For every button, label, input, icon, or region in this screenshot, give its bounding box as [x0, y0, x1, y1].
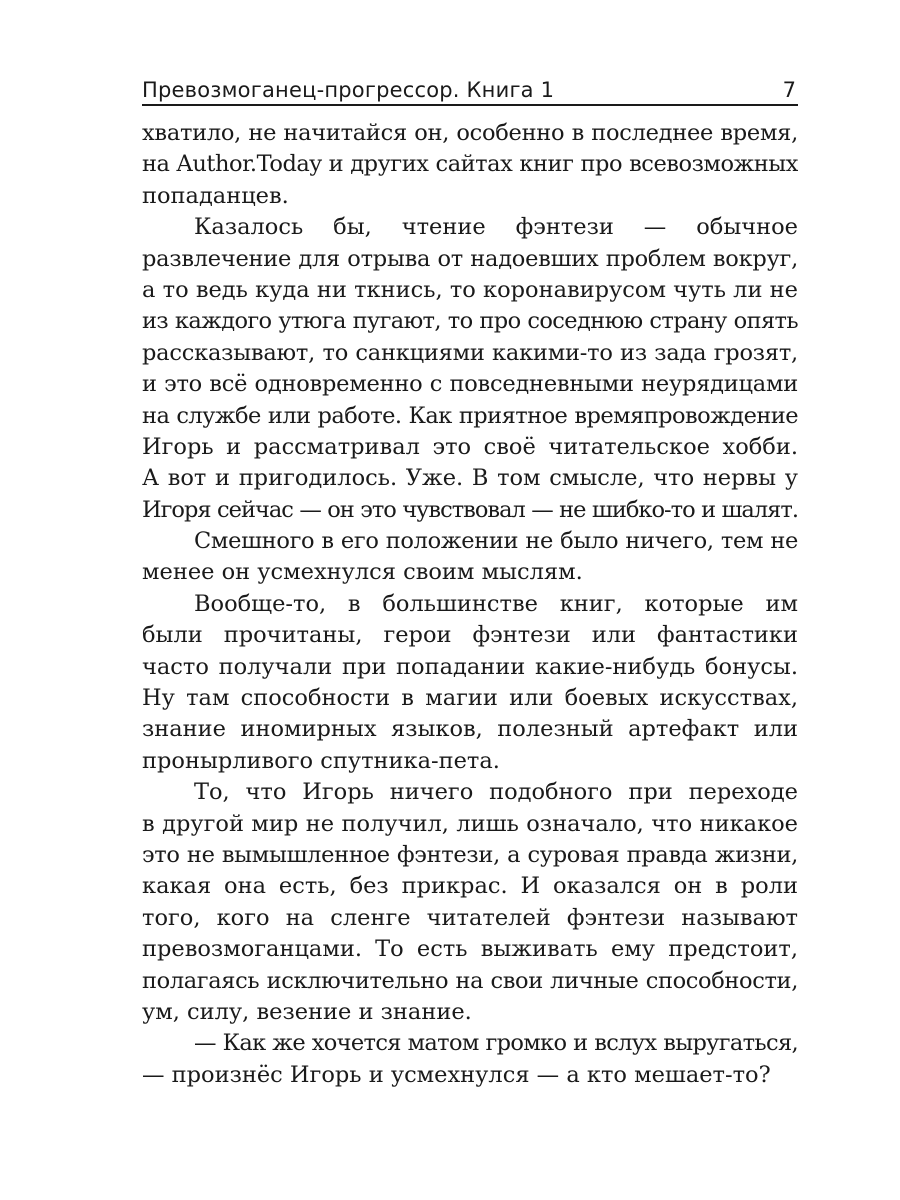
text-line: развлечение для отрыва от надоевших проблем вокруг, — [142, 245, 798, 272]
text-line: рассказывают, то санкциями какими-то из зада грозят, — [142, 339, 798, 366]
text-line: какая она есть, без прикрас. И оказался он в роли — [142, 873, 798, 900]
text-line: А вот и пригодилось. Уже. В том смысле, что нервы у — [142, 465, 798, 492]
text-line: того, кого на сленге читателей фэнтези называют — [142, 904, 798, 931]
text-line: пронырливого спутника-пета. — [142, 747, 500, 774]
text-line: То, что Игорь ничего подобного при переходе — [194, 779, 798, 806]
text-line: часто получали при попадании какие-нибудь бонусы. — [142, 653, 798, 680]
text-line: на службе или работе. Как приятное времяпровождение — [142, 402, 798, 429]
text-line: в другой мир не получил, лишь означало, что никакое — [142, 810, 798, 837]
text-line: на Author.Today и других сайтах книг про всевозможных — [142, 151, 798, 178]
text-line: Смешного в его положении не было ничего, тем не — [194, 528, 798, 555]
text-line: Игорь и рассматривал это своё читательское хобби. — [142, 433, 798, 460]
text-line: знание иномирных языков, полезный артефакт или — [142, 716, 798, 743]
text-line: и это всё одновременно с повседневными неурядицами — [142, 371, 798, 398]
running-header — [142, 72, 798, 106]
text-line: Вообще-то, в большинстве книг, которые им — [194, 590, 798, 617]
text-line: — Как же хочется матом громко и вслух выругаться, — [194, 1030, 798, 1057]
book-title: Превозмоганец-прогрессор. Книга 1 — [142, 78, 555, 102]
body-text — [142, 118, 798, 1091]
text-line: Игоря сейчас — он это чувствовал — не шибко-то и шалят. — [142, 496, 798, 523]
text-line: это не вымышленное фэнтези, а суровая правда жизни, — [142, 841, 798, 868]
text-line: а то ведь куда ни ткнись, то коронавирусом чуть ли не — [142, 276, 798, 303]
text-line: полагаясь исключительно на свои личные способности, — [142, 967, 798, 994]
text-line: Казалось бы, чтение фэнтези — обычное — [194, 214, 798, 241]
text-line: ум, силу, везение и знание. — [142, 998, 472, 1025]
text-line: из каждого утюга пугают, то про соседнюю страну опять — [142, 308, 798, 335]
text-line: превозмоганцами. То есть выживать ему предстоит, — [142, 936, 798, 963]
text-line: были прочитаны, герои фэнтези или фантастики — [142, 622, 798, 649]
text-line: Ну там способности в магии или боевых искусствах, — [142, 685, 798, 712]
page-number: 7 — [782, 78, 796, 102]
text-line: — произнёс Игорь и усмехнулся — а кто мешает-то? — [142, 1061, 771, 1088]
text-line: менее он усмехнулся своим мыслям. — [142, 559, 583, 586]
text-line: попаданцев. — [142, 182, 289, 209]
text-line: хватило, не начитайся он, особенно в последнее время, — [142, 120, 798, 146]
